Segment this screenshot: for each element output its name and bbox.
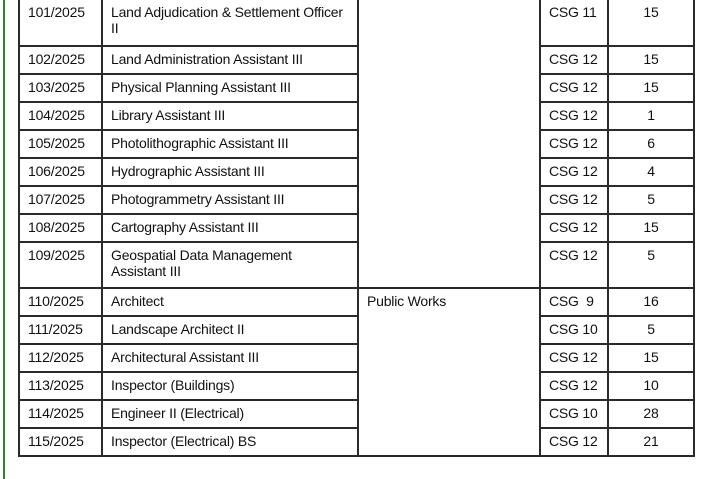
grade-cell: CSG 12: [540, 130, 608, 158]
title-cell: Engineer II (Electrical): [102, 400, 358, 428]
ref-cell: 108/2025: [19, 214, 102, 242]
posts-cell: 28: [608, 400, 694, 428]
ref-cell: 109/2025: [19, 242, 102, 288]
dept-cell: [358, 344, 540, 372]
posts-cell: 15: [608, 46, 694, 74]
grade-cell: CSG 9: [540, 288, 608, 316]
ref-cell: 105/2025: [19, 130, 102, 158]
grade-cell: CSG 12: [540, 74, 608, 102]
posts-cell: 6: [608, 130, 694, 158]
posts-cell: 15: [608, 344, 694, 372]
title-cell: Cartography Assistant III: [102, 214, 358, 242]
ref-cell: 102/2025: [19, 46, 102, 74]
grade-cell: CSG 12: [540, 428, 608, 456]
table-row: [19, 158, 694, 186]
title-cell: Land Adjudication & Settlement Officer II: [102, 0, 358, 46]
table-row: [19, 242, 694, 288]
dept-cell: [358, 46, 540, 74]
title-cell: Photolithographic Assistant III: [102, 130, 358, 158]
title-cell: Landscape Architect II: [102, 316, 358, 344]
table-row: [19, 74, 694, 102]
table-row: [19, 214, 694, 242]
posts-cell: 5: [608, 186, 694, 214]
grade-cell: CSG 11: [540, 0, 608, 46]
dept-cell: [358, 428, 540, 456]
table-row: [19, 46, 694, 74]
dept-cell: [358, 214, 540, 242]
grade-cell: CSG 12: [540, 214, 608, 242]
grade-cell: CSG 12: [540, 102, 608, 130]
title-cell: Geospatial Data Management Assistant III: [102, 242, 358, 288]
posts-cell: 1: [608, 102, 694, 130]
title-cell: Hydrographic Assistant III: [102, 158, 358, 186]
table-row: [19, 372, 694, 400]
dept-cell: [358, 242, 540, 288]
table-row: [19, 186, 694, 214]
posts-cell: 4: [608, 158, 694, 186]
title-cell: Architectural Assistant III: [102, 344, 358, 372]
dept-cell: [358, 400, 540, 428]
grade-cell: CSG 10: [540, 400, 608, 428]
title-cell: Library Assistant III: [102, 102, 358, 130]
title-cell: Physical Planning Assistant III: [102, 74, 358, 102]
table-row: [19, 0, 694, 46]
ref-cell: 104/2025: [19, 102, 102, 130]
grade-cell: CSG 12: [540, 344, 608, 372]
title-cell: Photogrammetry Assistant III: [102, 186, 358, 214]
posts-cell: 16: [608, 288, 694, 316]
posts-cell: 10: [608, 372, 694, 400]
table-row: [19, 316, 694, 344]
dept-cell: Public Works: [358, 288, 540, 316]
posts-cell: 15: [608, 74, 694, 102]
ref-cell: 115/2025: [19, 428, 102, 456]
posts-cell: 5: [608, 316, 694, 344]
ref-cell: 101/2025: [19, 0, 102, 46]
grade-cell: CSG 12: [540, 242, 608, 288]
dept-cell: [358, 130, 540, 158]
table-row: [19, 288, 694, 316]
ref-cell: 111/2025: [19, 316, 102, 344]
ref-cell: 110/2025: [19, 288, 102, 316]
posts-cell: 5: [608, 242, 694, 288]
ref-cell: 107/2025: [19, 186, 102, 214]
ref-cell: 113/2025: [19, 372, 102, 400]
table-row: [19, 400, 694, 428]
table-row: [19, 344, 694, 372]
ref-cell: 103/2025: [19, 74, 102, 102]
title-cell: Inspector (Buildings): [102, 372, 358, 400]
table-row: [19, 130, 694, 158]
dept-cell: [358, 102, 540, 130]
dept-cell: [358, 316, 540, 344]
dept-cell: [358, 186, 540, 214]
title-cell: Land Administration Assistant III: [102, 46, 358, 74]
vacancies-table: [18, 0, 695, 457]
table-row: [19, 102, 694, 130]
left-margin-rule: [3, 0, 5, 479]
ref-cell: 106/2025: [19, 158, 102, 186]
grade-cell: CSG 10: [540, 316, 608, 344]
grade-cell: CSG 12: [540, 46, 608, 74]
title-cell: Inspector (Electrical) BS: [102, 428, 358, 456]
grade-cell: CSG 12: [540, 372, 608, 400]
posts-cell: 15: [608, 214, 694, 242]
ref-cell: 114/2025: [19, 400, 102, 428]
posts-cell: 15: [608, 0, 694, 46]
grade-cell: CSG 12: [540, 158, 608, 186]
posts-cell: 21: [608, 428, 694, 456]
table-row: [19, 428, 694, 456]
grade-cell: CSG 12: [540, 186, 608, 214]
dept-cell: [358, 74, 540, 102]
dept-cell: [358, 158, 540, 186]
ref-cell: 112/2025: [19, 344, 102, 372]
dept-cell: [358, 372, 540, 400]
title-cell: Architect: [102, 288, 358, 316]
dept-cell: [358, 0, 540, 46]
